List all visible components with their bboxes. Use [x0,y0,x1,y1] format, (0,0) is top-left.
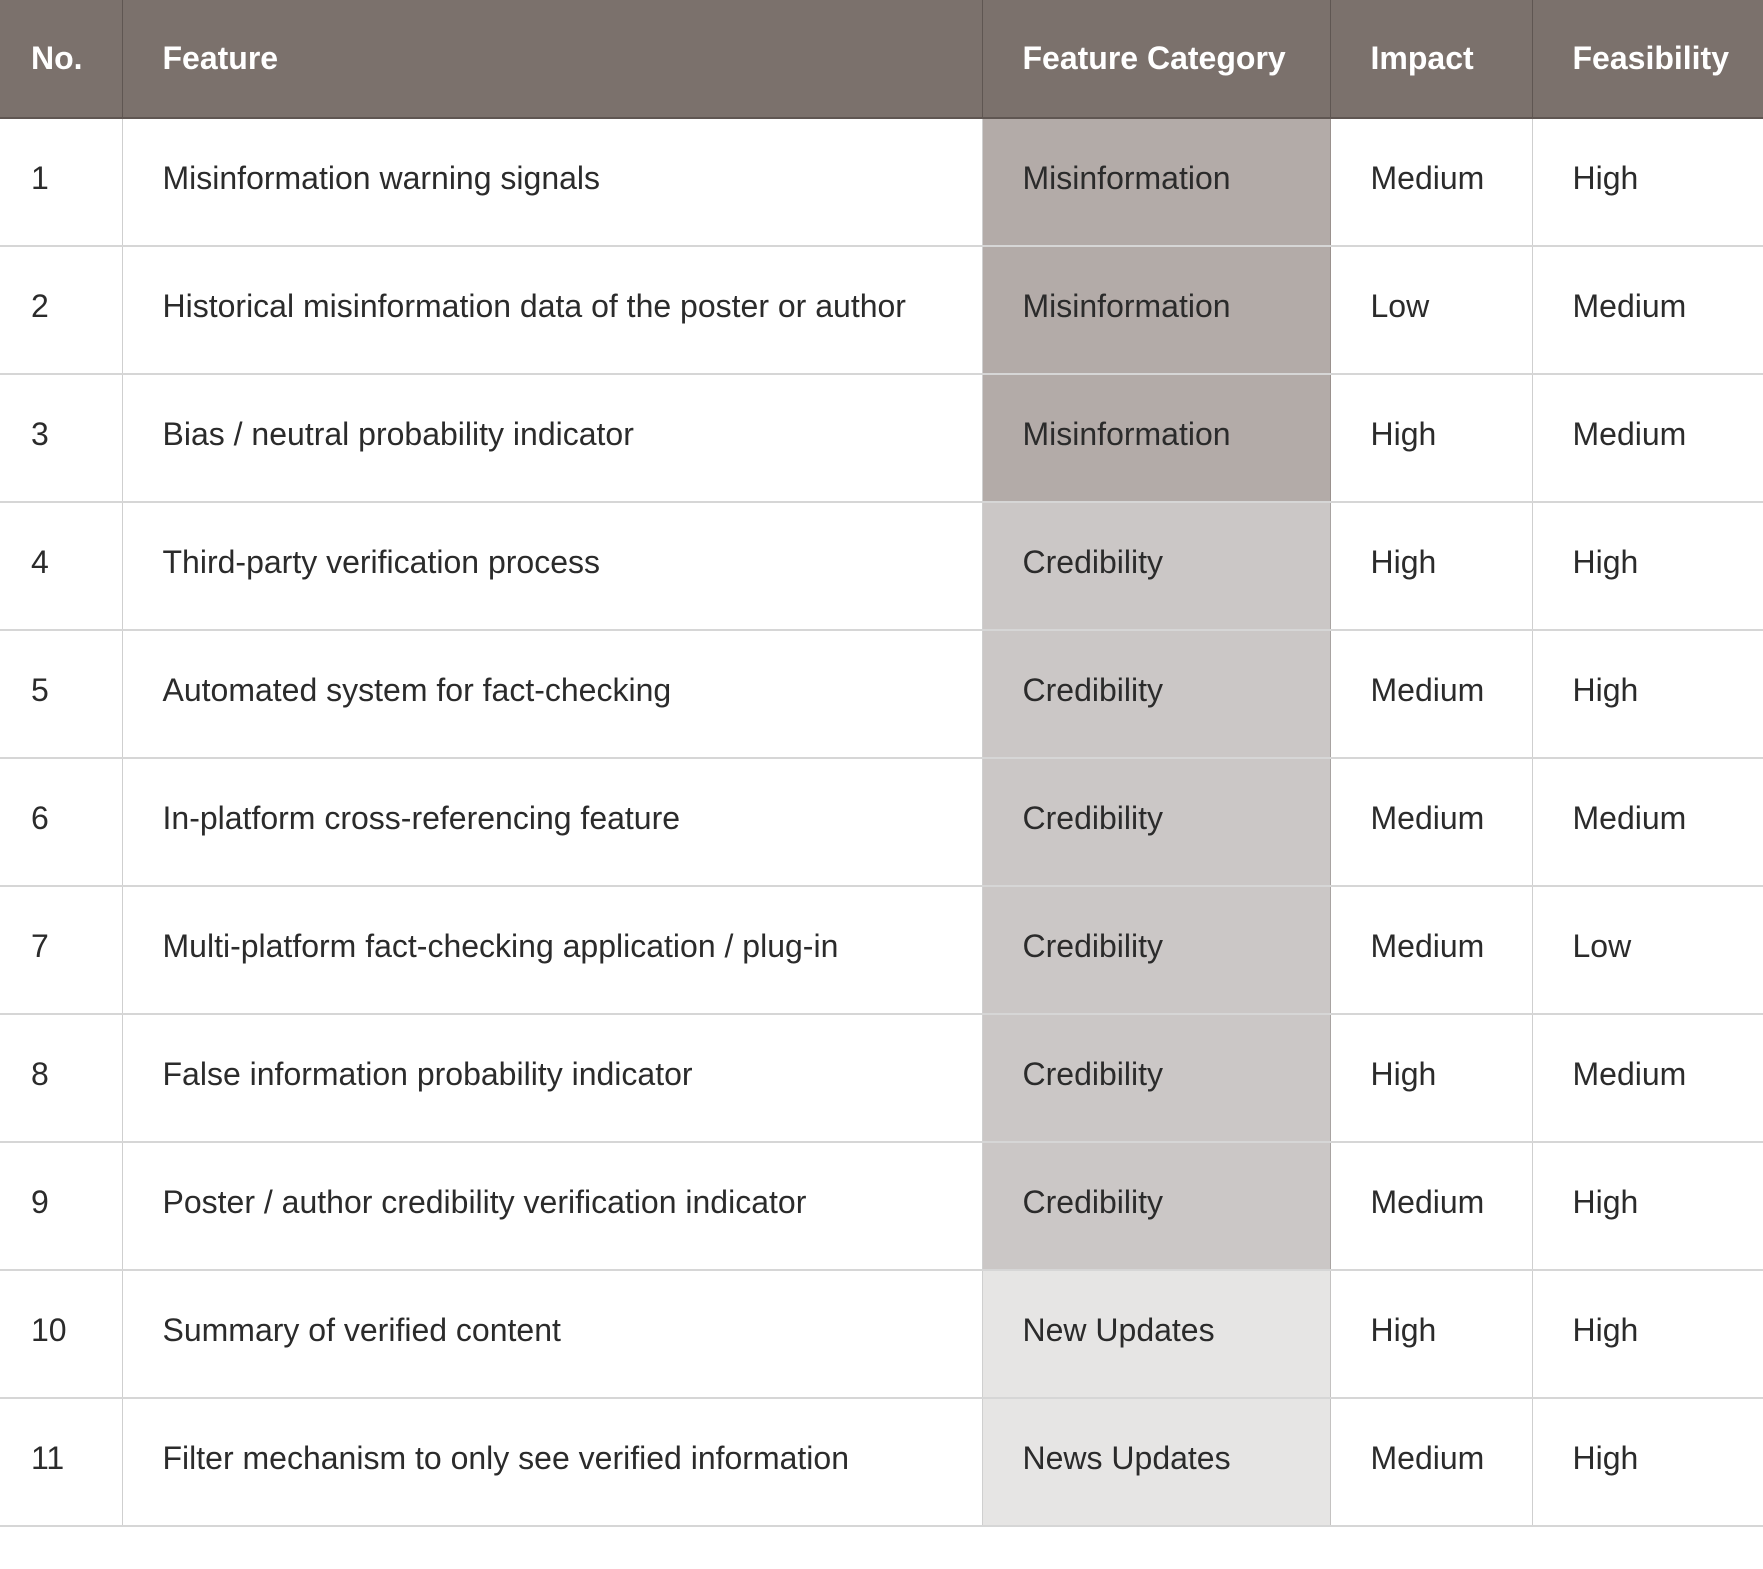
cell-feature: Third-party verification process [122,502,982,630]
table-row [0,1270,1763,1398]
cell-feature: Filter mechanism to only see verified information [122,1398,982,1526]
cell-feature: Bias / neutral probability indicator [122,374,982,502]
cell-feature-category: Misinformation [982,374,1330,502]
cell-feasibility: Medium [1532,758,1763,886]
table-row [0,1142,1763,1270]
cell-impact: High [1330,1270,1532,1398]
header-feature: Feature [122,0,982,118]
cell-feature: False information probability indicator [122,1014,982,1142]
table-row [0,246,1763,374]
cell-impact: Medium [1330,886,1532,1014]
cell-no: 7 [0,886,122,1014]
cell-impact: Low [1330,246,1532,374]
header-feature-category: Feature Category [982,0,1330,118]
table-row [0,1398,1763,1526]
cell-feasibility: Medium [1532,1014,1763,1142]
cell-feature-category: Misinformation [982,246,1330,374]
cell-impact: Medium [1330,1398,1532,1526]
cell-no: 4 [0,502,122,630]
cell-impact: Medium [1330,118,1532,246]
cell-no: 6 [0,758,122,886]
cell-feature-category: Credibility [982,1014,1330,1142]
cell-feature-category: News Updates [982,1398,1330,1526]
cell-feasibility: High [1532,118,1763,246]
cell-no: 9 [0,1142,122,1270]
cell-no: 1 [0,118,122,246]
cell-feature: Summary of verified content [122,1270,982,1398]
cell-feature-category: Credibility [982,1142,1330,1270]
cell-feasibility: High [1532,502,1763,630]
cell-feature: Multi-platform fact-checking application / plug-in [122,886,982,1014]
cell-feasibility: High [1532,1270,1763,1398]
cell-feature-category: Credibility [982,502,1330,630]
cell-no: 10 [0,1270,122,1398]
cell-impact: High [1330,374,1532,502]
cell-no: 2 [0,246,122,374]
header-row [0,0,1763,118]
cell-feasibility: Medium [1532,246,1763,374]
cell-feature: Poster / author credibility verification indicator [122,1142,982,1270]
cell-feasibility: High [1532,630,1763,758]
cell-feasibility: Medium [1532,374,1763,502]
cell-impact: Medium [1330,1142,1532,1270]
cell-no: 3 [0,374,122,502]
table-row [0,118,1763,246]
header-feasibility: Feasibility [1532,0,1763,118]
cell-impact: Medium [1330,630,1532,758]
cell-impact: High [1330,1014,1532,1142]
cell-feature-category: New Updates [982,1270,1330,1398]
cell-feature-category: Misinformation [982,118,1330,246]
cell-feature: Misinformation warning signals [122,118,982,246]
cell-feature: Historical misinformation data of the poster or author [122,246,982,374]
header-no: No. [0,0,122,118]
cell-feasibility: Low [1532,886,1763,1014]
cell-impact: Medium [1330,758,1532,886]
cell-feasibility: High [1532,1142,1763,1270]
cell-feature-category: Credibility [982,758,1330,886]
table-row [0,1014,1763,1142]
table-row [0,502,1763,630]
table-row [0,374,1763,502]
cell-feature-category: Credibility [982,630,1330,758]
table-row [0,630,1763,758]
cell-no: 5 [0,630,122,758]
header-impact: Impact [1330,0,1532,118]
table-header [0,0,1763,118]
cell-feasibility: High [1532,1398,1763,1526]
table-row [0,758,1763,886]
table-body [0,118,1763,1526]
cell-no: 8 [0,1014,122,1142]
cell-feature-category: Credibility [982,886,1330,1014]
table-row [0,886,1763,1014]
cell-impact: High [1330,502,1532,630]
cell-feature: Automated system for fact-checking [122,630,982,758]
cell-feature: In-platform cross-referencing feature [122,758,982,886]
cell-no: 11 [0,1398,122,1526]
